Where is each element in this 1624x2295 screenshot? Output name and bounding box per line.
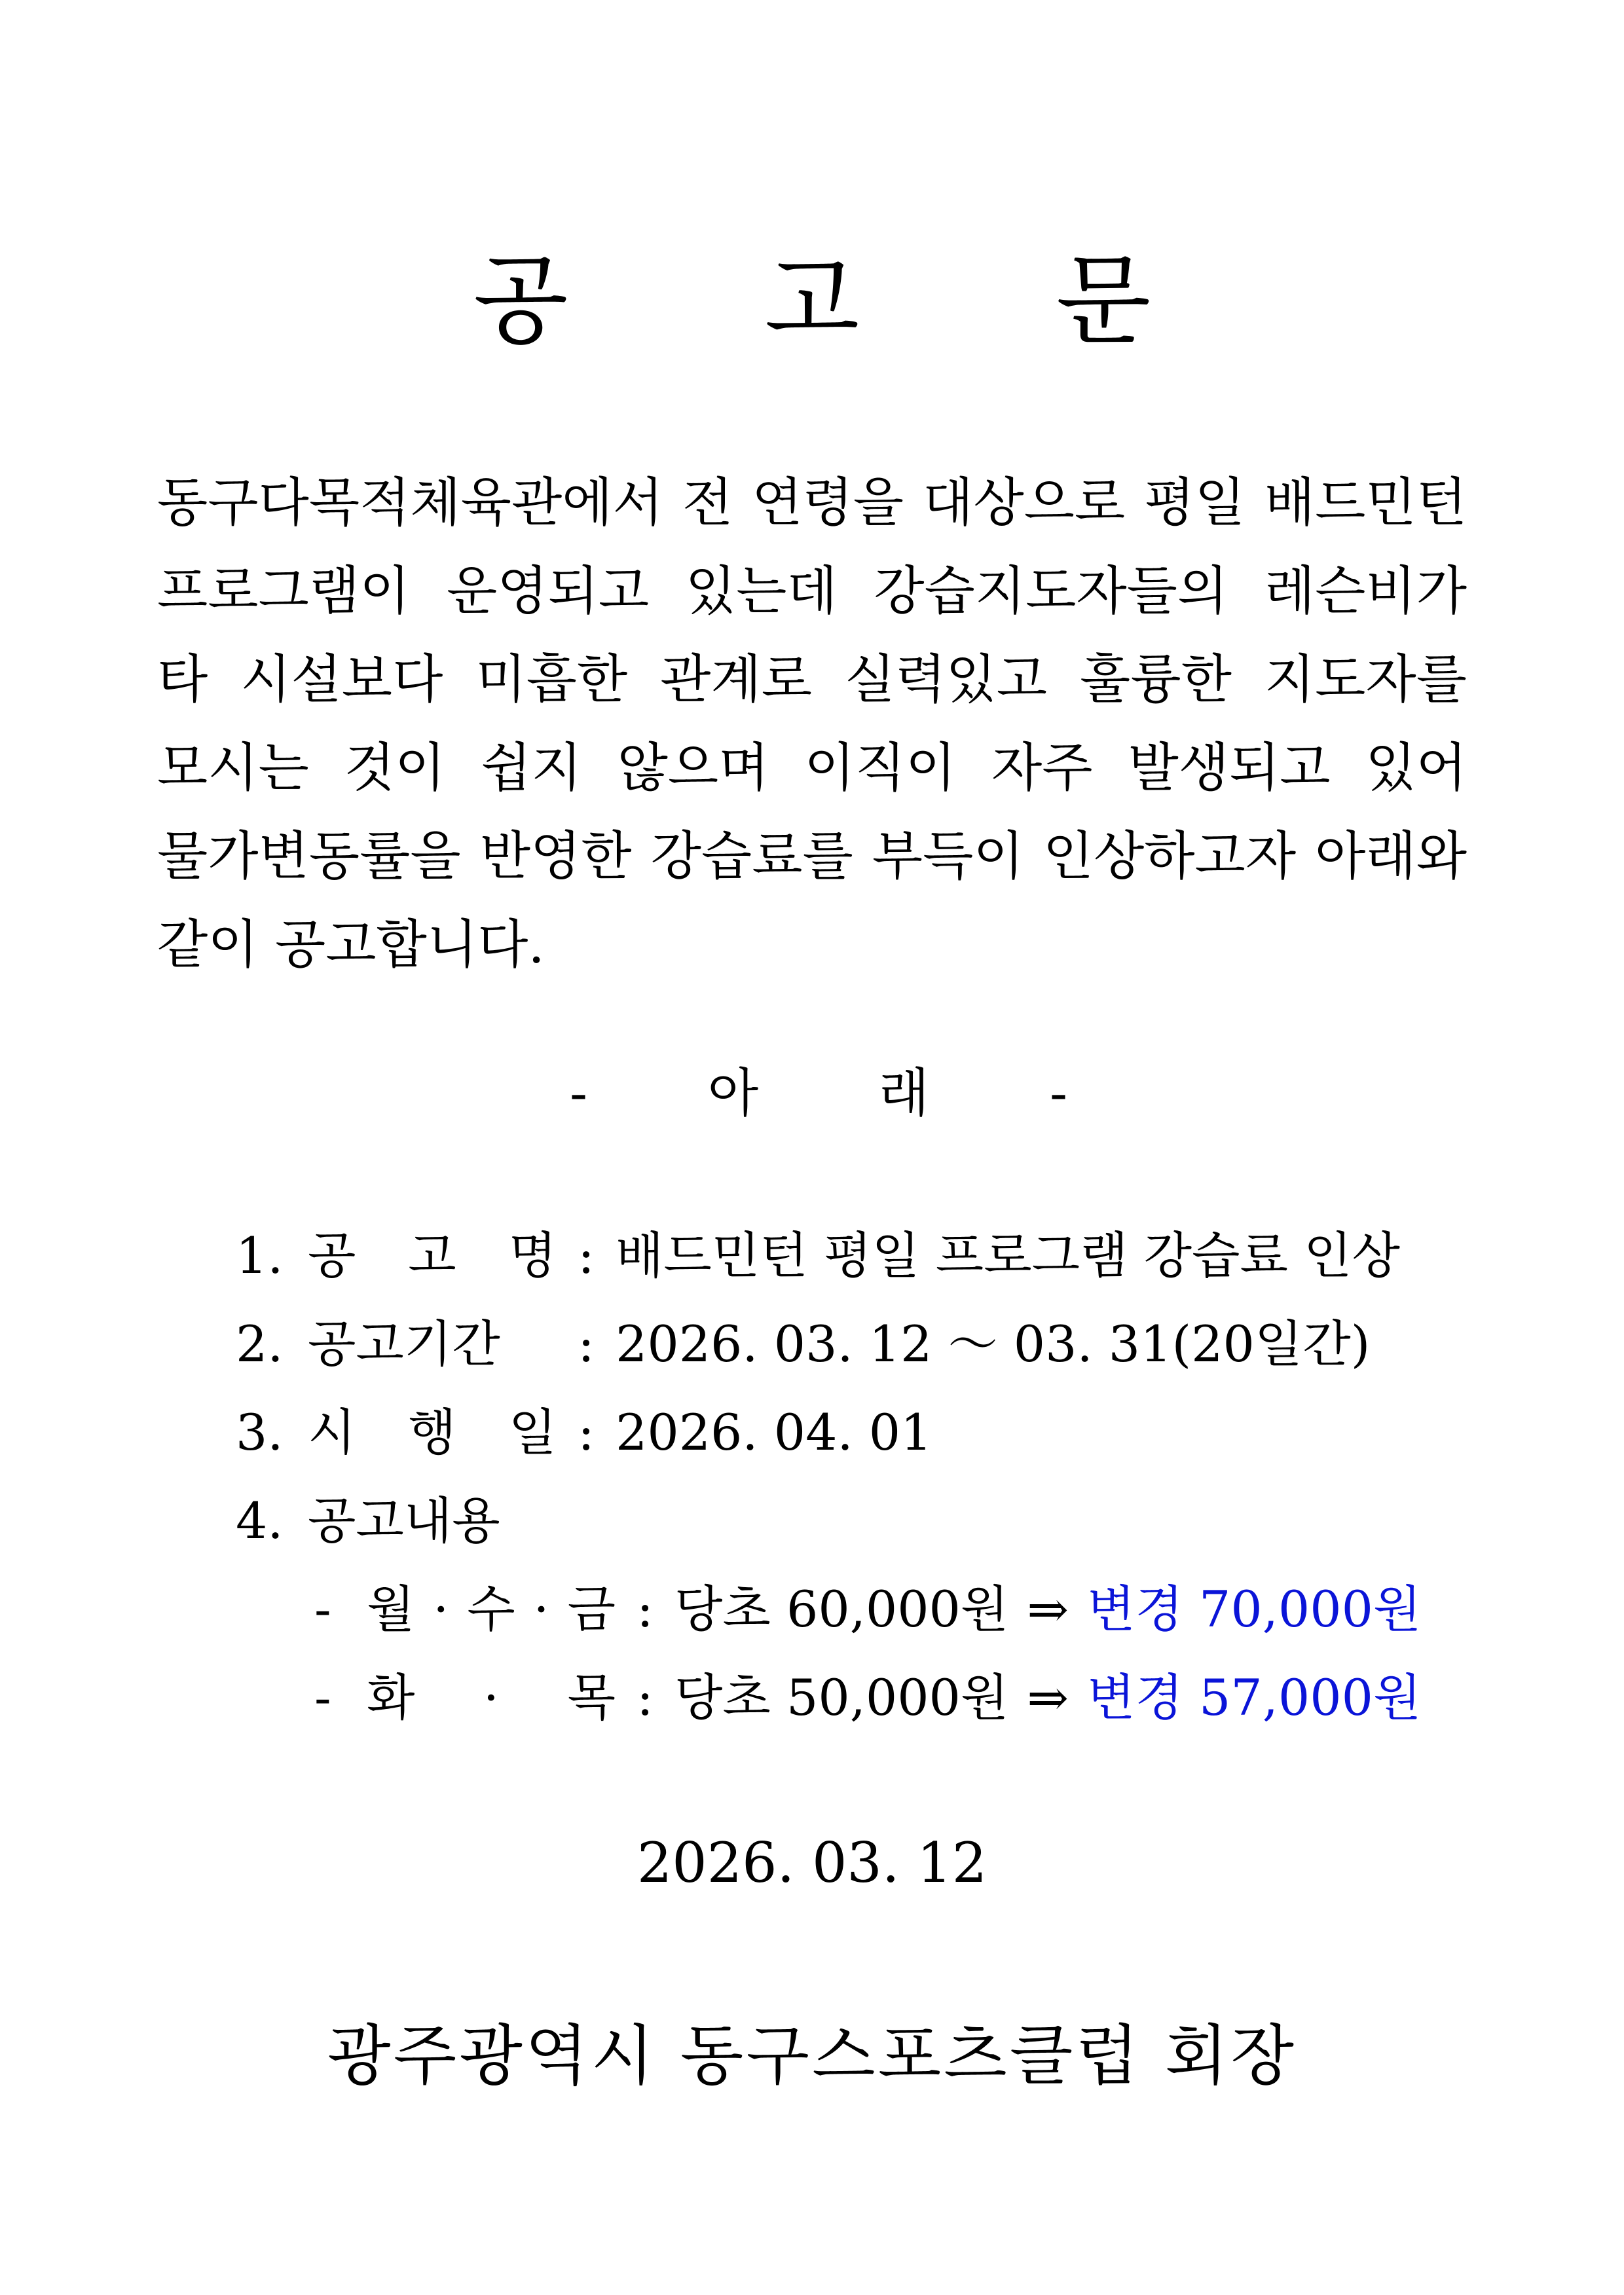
- fee-changed: 변경 57,000원: [1087, 1668, 1422, 1727]
- day-char: 수: [467, 1580, 515, 1638]
- fee-original: 당초 50,000원: [674, 1668, 1009, 1727]
- item-colon: :: [578, 1403, 595, 1461]
- intro-line: 동구다목적체육관에서 전 연령을 대상으로 평일 배드민턴: [157, 472, 1467, 533]
- item-notice-name: [236, 1211, 1480, 1300]
- title-char-2: 고: [764, 244, 860, 358]
- below-heading: [570, 1061, 1067, 1126]
- notice-items: [236, 1211, 1480, 1742]
- below-right-dash: -: [1049, 1063, 1067, 1124]
- below-char-2: 래: [878, 1063, 930, 1124]
- title-char-3: 문: [1056, 244, 1151, 358]
- label-char: 명: [508, 1226, 557, 1285]
- item-colon: :: [578, 1226, 595, 1285]
- intro-line: 타 시설보다 미흡한 관계로 실력있고 훌륭한 지도자를: [157, 649, 1467, 710]
- document-title: [0, 242, 1624, 360]
- label-text: 공고내용: [308, 1492, 500, 1550]
- label-text: 공고기간: [308, 1315, 500, 1373]
- day-char: 월: [367, 1580, 415, 1638]
- intro-line: 물가변동률을 반영한 강습료를 부득이 인상하고자 아래와: [157, 826, 1467, 887]
- intro-line: 같이 공고합니다.: [157, 914, 545, 975]
- item-number: 3.: [236, 1403, 284, 1461]
- item-value: 배드민턴 평일 프로그램 강습료 인상: [616, 1226, 1400, 1285]
- fee-dash: -: [314, 1580, 331, 1638]
- fee-changed: 변경 70,000원: [1087, 1580, 1422, 1638]
- day-char: 화: [367, 1668, 415, 1727]
- item-number: 1.: [236, 1226, 284, 1285]
- item-number: 2.: [236, 1315, 284, 1373]
- item-notice-content: [236, 1477, 1480, 1565]
- below-left-dash: -: [570, 1063, 588, 1124]
- label-char: 고: [408, 1226, 456, 1285]
- below-char-1: 아: [707, 1063, 759, 1124]
- item-notice-period: [236, 1300, 1480, 1388]
- fee-row-tue-thu: [236, 1653, 1480, 1742]
- intro-paragraph: [157, 458, 1467, 989]
- item-colon: :: [578, 1315, 595, 1373]
- item-effective-date: [236, 1388, 1480, 1477]
- arrow-icon: ⇒: [1027, 1668, 1069, 1727]
- fee-original: 당초 60,000원: [674, 1580, 1009, 1638]
- day-char: 목: [567, 1668, 616, 1727]
- label-char: 행: [408, 1403, 456, 1461]
- signatory: 광주광역시 동구스포츠클럽 회장: [327, 2017, 1297, 2094]
- day-separator: ·: [433, 1580, 449, 1638]
- fee-row-mon-wed-fri: [236, 1565, 1480, 1653]
- fee-days: [367, 1653, 616, 1742]
- fee-colon: :: [637, 1580, 654, 1638]
- title-char-1: 공: [473, 244, 568, 358]
- fee-colon: :: [637, 1668, 654, 1727]
- item-label: [308, 1211, 557, 1300]
- notice-date: 2026. 03. 12: [637, 1831, 987, 1895]
- label-char: 공: [308, 1226, 356, 1285]
- day-char: 금: [567, 1580, 616, 1638]
- intro-line: 모시는 것이 쉽지 않으며 이직이 자주 발생되고 있어: [157, 737, 1467, 798]
- item-value: 2026. 04. 01: [616, 1403, 932, 1461]
- item-label: [308, 1477, 557, 1565]
- day-separator: ·: [533, 1580, 549, 1638]
- item-label: [308, 1388, 557, 1477]
- item-value: 2026. 03. 12 ～ 03. 31(20일간): [616, 1315, 1371, 1373]
- item-number: 4.: [236, 1492, 284, 1550]
- arrow-icon: ⇒: [1027, 1580, 1069, 1638]
- fee-dash: -: [314, 1668, 331, 1727]
- intro-line: 프로그램이 운영되고 있는데 강습지도자들의 레슨비가: [157, 560, 1467, 621]
- day-separator: ·: [483, 1668, 500, 1727]
- label-char: 일: [508, 1403, 557, 1461]
- item-label: [308, 1300, 557, 1388]
- label-char: 시: [308, 1403, 356, 1461]
- fee-days: [367, 1565, 616, 1653]
